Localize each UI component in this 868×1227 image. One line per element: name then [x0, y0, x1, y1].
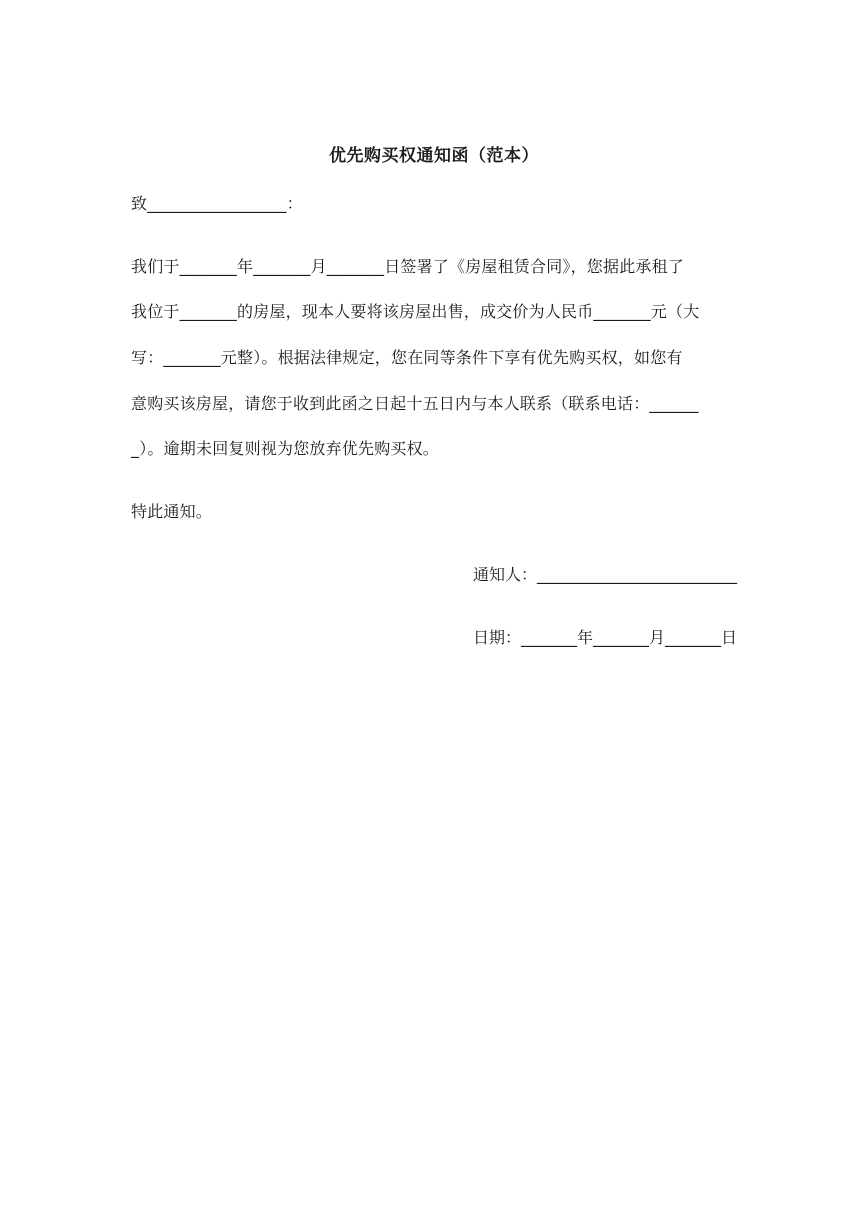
document-title: 优先购买权通知函（范本）: [329, 146, 539, 166]
date-line: 日期：_______年_______月_______日: [472, 628, 737, 647]
addressee-line: 致_________________：: [131, 194, 303, 213]
body-line-4: 意购买该房屋，请您于收到此函之日起十五日内与本人联系（联系电话：______: [131, 394, 699, 413]
body-line-1: 我们于_______年_______月_______日签署了《房屋租赁合同》，您据此承租了: [131, 257, 685, 276]
body-line-5: _）。逾期未回复则视为您放弃优先购买权。: [131, 439, 440, 458]
notifier-signature-line: 通知人：_________________________: [472, 565, 737, 584]
closing-line: 特此通知。: [131, 502, 213, 521]
body-line-3: 写：_______元整）。根据法律规定，您在同等条件下享有优先购买权，如您有: [131, 348, 683, 367]
body-line-2: 我位于_______的房屋，现本人要将该房屋出售，成交价为人民币_______元（大: [131, 302, 700, 321]
